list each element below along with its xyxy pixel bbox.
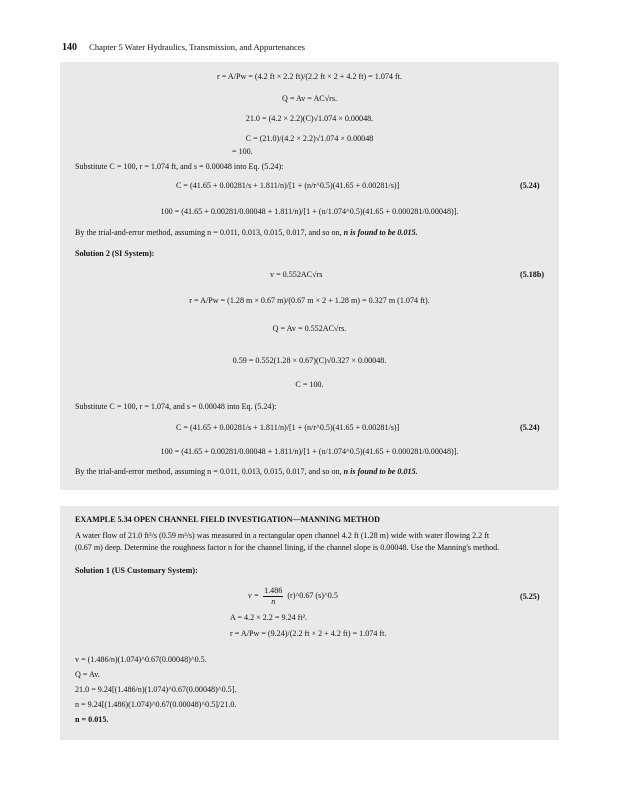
step-3: 21.0 = 9.24[(1.486/n)(1.074)^0.67(0.00048)^0.5]. <box>75 685 237 694</box>
equation-manning <box>248 585 338 607</box>
equation-100: 100 = (41.65 + 0.00281/0.00048 + 1.811/n)/[1 + (n/1.074^0.5)(41.65 + 0.000281/0.00048)]. <box>160 207 459 216</box>
fraction-numerator: 1.486 <box>264 585 283 595</box>
equation-manning-fraction <box>263 586 283 607</box>
example-title: EXAMPLE 5.34 OPEN CHANNEL FIELD INVESTIGATION—MANNING METHOD <box>75 515 380 524</box>
solution1-heading: Solution 1 (US Customary System): <box>75 566 198 575</box>
equation-number-518b: (5.18b) <box>520 270 545 279</box>
conclusion-result: n is found to be 0.015. <box>343 228 418 237</box>
equation-100-si: 100 = (41.65 + 0.00281/0.00048 + 1.811/n)/[1 + (n/1.074^0.5)(41.65 + 0.000281/0.00048)]. <box>160 447 459 456</box>
step-2: Q = Av. <box>75 670 100 679</box>
equation-c-si: C = 100. <box>295 380 324 389</box>
equation-059: 0.59 = 0.552(1.28 × 0.67)(C)√0.327 × 0.00048. <box>232 356 387 365</box>
conclusion-1 <box>75 228 418 238</box>
conclusion-2 <box>75 467 418 477</box>
page-header <box>62 42 305 53</box>
equation-r: r = A/Pw = (4.2 ft × 2.2 ft)/(2.2 ft × 2 + 4.2 ft) = 1.074 ft. <box>217 72 402 81</box>
equation-21: 21.0 = (4.2 × 2.2)(C)√1.074 × 0.00048. <box>245 114 374 123</box>
equation-number-524-si: (5.24) <box>520 423 540 432</box>
step-1: v = (1.486/n)(1.074)^0.67(0.00048)^0.5. <box>75 655 207 664</box>
substitute-text: Substitute C = 100, r = 1.074 ft, and s = 0.00048 into Eq. (5.24): <box>75 162 284 171</box>
equation-c: C = (21.0)/(4.2 × 2.2)√1.074 × 0.00048 <box>245 134 374 143</box>
equation-524: C = (41.65 + 0.00281/s + 1.811/n)/[1 + (n/r^0.5)(41.65 + 0.00281/s)] <box>176 181 400 190</box>
conclusion-result: n is found to be 0.015. <box>343 467 418 476</box>
step-4: n = 9.24[(1.486)(1.074)^0.67(0.00048)^0.5]/21.0. <box>75 700 237 709</box>
equation-number-524: (5.24) <box>520 181 540 190</box>
equation-manning-rhs: (r)^0.67 (s)^0.5 <box>287 591 338 600</box>
problem-line-1: A water flow of 21.0 ft³/s (0.59 m³/s) was measured in a rectangular open channel 4.2 ft (1.28 m) wide with water flowing 2.2 ft <box>75 531 490 540</box>
equation-number-525: (5.25) <box>520 592 540 601</box>
equation-r-si: r = A/Pw = (1.28 m × 0.67 m)/(0.67 m × 2 + 1.28 m) = 0.327 m (1.074 ft). <box>189 296 430 305</box>
answer: n = 0.015. <box>75 715 109 724</box>
equation-q: Q = Av = AC√rs. <box>281 94 338 103</box>
equation-area: A = 4.2 × 2.2 = 9.24 ft². <box>230 613 308 622</box>
solution2-heading: Solution 2 (SI System): <box>75 249 155 258</box>
equation-v-si: v = 0.552AC√rs <box>270 270 323 279</box>
problem-line-2: (0.67 m) deep. Determine the roughness factor n for the channel lining, if the channel slope is 0.00048. Use the Manning's method. <box>75 543 500 552</box>
running-title: Chapter 5 Water Hydraulics, Transmission, and Appurtenances <box>89 42 306 52</box>
equation-c-result: = 100. <box>232 147 253 156</box>
conclusion-text: By the trial-and-error method, assuming n = 0.011, 0.013, 0.015, 0.017, and so on, <box>75 467 344 476</box>
fraction-denominator: n <box>271 596 276 606</box>
page-number: 140 <box>62 42 77 53</box>
equation-524-si: C = (41.65 + 0.00281/s + 1.811/n)/[1 + (n/r^0.5)(41.65 + 0.00281/s)] <box>176 423 400 432</box>
equation-q-si: Q = Av = 0.552AC√rs. <box>272 324 347 333</box>
equation-manning-lhs: v = <box>248 591 260 600</box>
conclusion-text: By the trial-and-error method, assuming n = 0.011, 0.013, 0.015, 0.017, and so on, <box>75 228 344 237</box>
equation-r-example: r = A/Pw = (9.24)/(2.2 ft × 2 + 4.2 ft) = 1.074 ft. <box>230 629 387 638</box>
substitute-text-si: Substitute C = 100, r = 1.074, and s = 0.00048 into Eq. (5.24): <box>75 402 277 411</box>
